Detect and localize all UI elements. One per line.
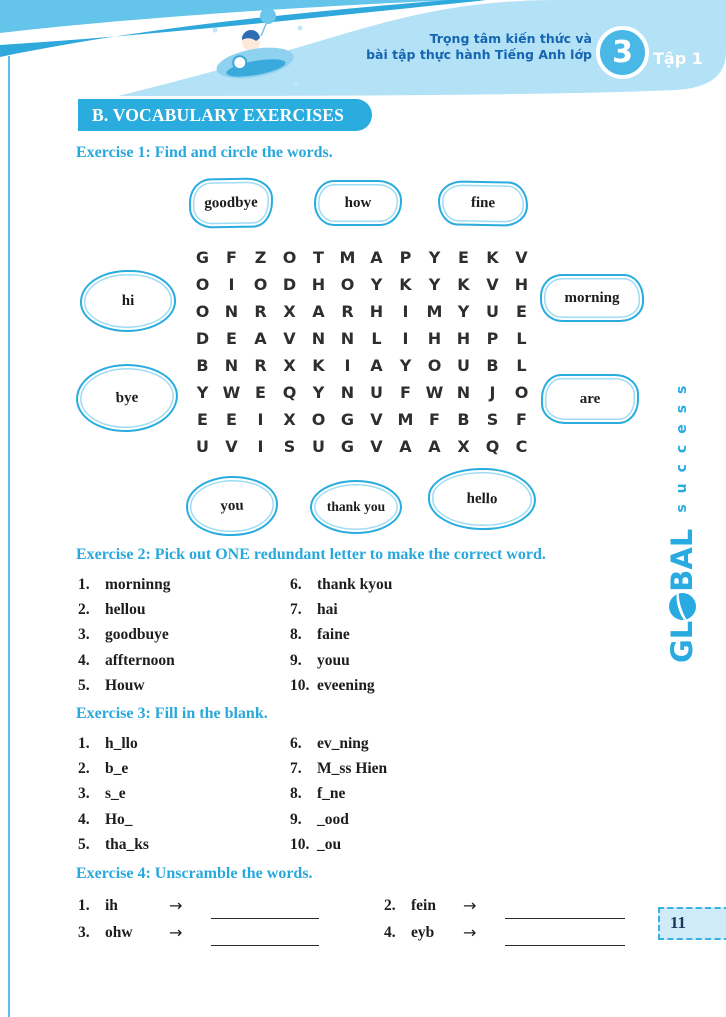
word-bubble-goodbye — [189, 177, 274, 228]
grid-letter: T — [313, 248, 324, 267]
item-number: 4. — [78, 810, 90, 828]
item-word: tha_ks — [105, 835, 149, 853]
list-item — [78, 781, 290, 806]
word-search-grid — [188, 244, 536, 460]
item-word: hai — [317, 601, 338, 619]
word-bubble-thankyou — [310, 480, 402, 534]
item-word: Ho_ — [105, 810, 133, 828]
grid-letter: E — [458, 248, 469, 267]
item-number: 3. — [78, 785, 90, 803]
unscramble-item — [384, 920, 696, 946]
grid-letter: P — [399, 248, 412, 267]
grid-letter: A — [370, 248, 383, 267]
section-title: B. VOCABULARY EXERCISES — [92, 104, 345, 125]
grid-letter: X — [283, 410, 296, 429]
exercise1-heading: Exercise 1: Find and circle the words. — [76, 144, 333, 161]
item-word: s_e — [105, 785, 126, 803]
grid-letter: A — [370, 356, 383, 375]
item-number: 7. — [290, 601, 302, 619]
grid-letter: O — [311, 410, 326, 429]
grid-letter: Q — [485, 437, 500, 456]
list-item — [290, 807, 696, 832]
item-word: goodbuye — [105, 626, 169, 644]
grid-letter: O — [195, 302, 210, 321]
item-number: 4. — [384, 924, 396, 941]
word-bubble-how — [314, 180, 402, 226]
grid-letter: R — [254, 302, 267, 321]
globe-icon — [669, 593, 696, 620]
grid-letter: A — [399, 437, 412, 456]
item-number: 2. — [384, 897, 396, 914]
exercise3-heading: Exercise 3: Fill in the blank. — [76, 705, 268, 722]
grid-letter: N — [340, 329, 355, 348]
global-success-logo — [661, 333, 703, 663]
item-word: thank kyou — [317, 576, 393, 593]
list-item — [290, 572, 696, 597]
unscramble-item — [384, 893, 696, 919]
grid-letter: Y — [196, 383, 209, 402]
logo-brand-suffix: BAL — [665, 528, 699, 592]
item-word: faine — [317, 626, 350, 644]
scrambled-word: fein — [411, 897, 436, 914]
item-number: 8. — [290, 785, 302, 803]
list-item — [78, 756, 290, 781]
grid-letter: Y — [428, 275, 441, 294]
grid-letter: G — [340, 410, 355, 429]
grid-letter: G — [195, 248, 210, 267]
list-item — [290, 648, 696, 673]
item-word: youu — [317, 651, 350, 669]
grid-letter: N — [311, 329, 326, 348]
grid-letter: H — [311, 275, 326, 294]
grade-number: 3 — [612, 35, 633, 70]
grid-letter: O — [253, 275, 268, 294]
grid-letter: B — [486, 356, 499, 375]
word-bubble-hello — [427, 467, 536, 531]
grid-letter: K — [399, 275, 412, 294]
grid-letter: F — [226, 248, 237, 267]
grid-letter: H — [427, 329, 442, 348]
item-number: 4. — [78, 651, 90, 669]
item-number: 1. — [78, 735, 90, 752]
grid-letter: K — [312, 356, 325, 375]
unscramble-item — [78, 893, 384, 919]
item-word: affternoon — [105, 651, 175, 669]
grid-letter: V — [225, 437, 238, 456]
list-item — [290, 832, 696, 857]
volume-label: Tập 1 — [653, 49, 703, 68]
grid-letter: U — [312, 437, 325, 456]
list-item — [78, 832, 290, 857]
grid-letter: E — [226, 329, 237, 348]
section-banner — [78, 99, 372, 131]
grid-letter: O — [340, 275, 355, 294]
grid-letter: F — [400, 383, 411, 402]
item-word: _ood — [317, 810, 349, 828]
bubble-word: are — [579, 390, 601, 407]
grid-letter: L — [371, 329, 382, 348]
tagline-line-1: Trọng tâm kiến thức và — [429, 31, 592, 46]
grid-letter: E — [255, 383, 266, 402]
grid-letter: R — [341, 302, 354, 321]
grid-letter: U — [196, 437, 209, 456]
answer-blank-line — [211, 925, 319, 946]
grid-letter: O — [514, 383, 529, 402]
grid-letter: Y — [457, 302, 470, 321]
item-number: 5. — [78, 835, 90, 853]
list-item — [290, 622, 696, 647]
exercise2-col1 — [78, 572, 290, 698]
list-item — [78, 597, 290, 622]
grid-letter: I — [257, 437, 264, 456]
list-item — [78, 572, 290, 597]
exercise2-col2 — [290, 572, 696, 698]
word-bubble-bye — [75, 362, 179, 434]
word-bubble-are — [541, 374, 639, 424]
bubble-word: morning — [564, 289, 620, 306]
grid-letter: O — [427, 356, 442, 375]
arrow-icon: → — [169, 896, 183, 915]
item-number: 1. — [78, 576, 90, 593]
item-number: 10. — [290, 835, 310, 853]
item-word: h_llo — [105, 735, 138, 752]
list-item — [290, 731, 696, 756]
scrambled-word: ih — [105, 897, 118, 914]
item-number: 2. — [78, 760, 90, 778]
word-bubble-fine — [438, 180, 529, 227]
grid-letter: C — [515, 437, 528, 456]
item-word: b_e — [105, 760, 129, 778]
list-item — [290, 597, 696, 622]
grid-letter: K — [486, 248, 499, 267]
grid-letter: N — [456, 383, 471, 402]
exercise3-items — [76, 731, 696, 857]
list-item — [78, 622, 290, 647]
bubble-word: thank you — [326, 499, 386, 514]
item-number: 6. — [290, 576, 302, 593]
exercise3-col2 — [290, 731, 696, 857]
word-bubble-morning — [540, 274, 644, 322]
grid-letter: E — [197, 410, 208, 429]
page-number: 11 — [670, 913, 687, 932]
tagline-line-2: bài tập thực hành Tiếng Anh lớp — [366, 47, 592, 62]
scrambled-word: ohw — [105, 924, 133, 941]
answer-blank-line — [211, 898, 319, 919]
grid-letter: V — [370, 410, 383, 429]
list-item — [290, 673, 696, 698]
grid-letter: R — [254, 356, 267, 375]
exercise2-block — [76, 546, 696, 698]
grid-letter: U — [370, 383, 383, 402]
puzzle-area — [0, 168, 726, 548]
grid-letter: F — [516, 410, 527, 429]
word-bubble-you — [185, 474, 279, 537]
grid-letter: E — [516, 302, 527, 321]
grid-letter: G — [340, 437, 355, 456]
grid-letter: B — [196, 356, 209, 375]
word-bubble-hi — [80, 270, 176, 332]
list-item — [78, 673, 290, 698]
arrow-icon: → — [169, 923, 183, 942]
answer-blank-line — [505, 925, 625, 946]
arrow-icon: → — [463, 923, 477, 942]
item-word: _ou — [317, 835, 342, 853]
grid-letter: I — [228, 275, 235, 294]
bubble-word: hello — [466, 490, 498, 507]
grid-letter: Z — [254, 248, 267, 267]
scrambled-word: eyb — [411, 924, 435, 941]
grid-letter: V — [370, 437, 383, 456]
bubble-word: fine — [470, 194, 496, 212]
exercise3-block — [76, 705, 696, 857]
item-number: 8. — [290, 626, 302, 644]
grid-letter: H — [369, 302, 384, 321]
item-number: 3. — [78, 924, 90, 941]
grid-letter: Y — [370, 275, 383, 294]
grid-letter: O — [195, 275, 210, 294]
grid-letter: V — [486, 275, 499, 294]
grid-letter: L — [516, 329, 527, 348]
item-word: ev_ning — [317, 735, 369, 752]
grid-letter: B — [457, 410, 470, 429]
bubble-word: bye — [115, 389, 139, 406]
item-number: 9. — [290, 651, 302, 669]
grade-badge — [596, 26, 649, 79]
grid-letter: A — [428, 437, 441, 456]
item-number: 9. — [290, 810, 302, 828]
bubble-word: how — [344, 194, 372, 211]
logo-brand-prefix: GL — [665, 620, 699, 663]
grid-letter: X — [283, 302, 296, 321]
grid-letter: D — [282, 275, 297, 294]
grid-letter: M — [426, 302, 443, 321]
grid-letter: Y — [428, 248, 441, 267]
grid-letter: H — [514, 275, 529, 294]
item-word: M_ss Hien — [317, 760, 388, 778]
grid-letter: M — [397, 410, 414, 429]
list-item — [78, 807, 290, 832]
grid-letter: W — [425, 383, 444, 402]
grid-letter: U — [457, 356, 470, 375]
grid-letter: Q — [282, 383, 297, 402]
item-word: f_ne — [317, 785, 346, 803]
exercise2-heading: Exercise 2: Pick out ONE redundant letter to make the correct word. — [76, 546, 546, 563]
unscramble-item — [78, 920, 384, 946]
grid-letter: H — [456, 329, 471, 348]
item-number: 3. — [78, 626, 90, 644]
grid-letter: E — [226, 410, 237, 429]
arrow-icon: → — [463, 896, 477, 915]
grid-letter: L — [516, 356, 527, 375]
logo-subtitle: success — [674, 374, 690, 513]
page-number-box — [658, 907, 726, 940]
grid-letter: I — [257, 410, 264, 429]
item-word: hellou — [105, 601, 146, 619]
bubble-word: goodbye — [204, 194, 258, 211]
grid-letter: A — [312, 302, 325, 321]
grid-letter: Y — [312, 383, 325, 402]
page-header — [0, 0, 726, 96]
item-number: 6. — [290, 735, 302, 752]
grid-letter: V — [515, 248, 528, 267]
grid-letter: W — [222, 383, 241, 402]
bubble-word: you — [220, 497, 244, 514]
grid-letter: U — [486, 302, 499, 321]
grid-letter: X — [457, 437, 470, 456]
exercise3-col1 — [78, 731, 290, 857]
grid-letter: V — [283, 329, 296, 348]
exercise4-block — [76, 865, 696, 946]
item-number: 7. — [290, 760, 302, 778]
grid-letter: J — [489, 383, 496, 402]
list-item — [290, 756, 696, 781]
item-number: 10. — [290, 676, 310, 694]
item-word: morninng — [105, 576, 171, 593]
exercise4-heading: Exercise 4: Unscramble the words. — [76, 865, 313, 882]
header-tagline — [366, 31, 592, 63]
grid-letter: I — [402, 329, 409, 348]
list-item — [290, 781, 696, 806]
exercise4-items — [76, 893, 696, 946]
grid-letter: S — [283, 437, 296, 456]
item-word: Houw — [105, 676, 145, 694]
grid-letter: D — [195, 329, 210, 348]
grid-letter: N — [340, 383, 355, 402]
list-item — [78, 648, 290, 673]
grid-letter: P — [486, 329, 499, 348]
bubble-word: hi — [121, 292, 135, 309]
grid-letter: F — [429, 410, 440, 429]
grid-letter: O — [282, 248, 297, 267]
grid-letter: I — [402, 302, 409, 321]
grid-letter: I — [344, 356, 351, 375]
item-number: 5. — [78, 676, 90, 694]
answer-blank-line — [505, 898, 625, 919]
item-word: eveening — [317, 676, 375, 694]
list-item — [78, 731, 290, 756]
grid-letter: Y — [399, 356, 412, 375]
item-number: 2. — [78, 601, 90, 619]
grid-letter: M — [339, 248, 356, 267]
grid-letter: K — [457, 275, 470, 294]
item-number: 1. — [78, 897, 90, 914]
grid-letter: A — [254, 329, 267, 348]
grid-letter: N — [224, 302, 239, 321]
grid-letter: X — [283, 356, 296, 375]
grid-letter: S — [486, 410, 499, 429]
exercise2-items — [76, 572, 696, 698]
grid-letter: N — [224, 356, 239, 375]
